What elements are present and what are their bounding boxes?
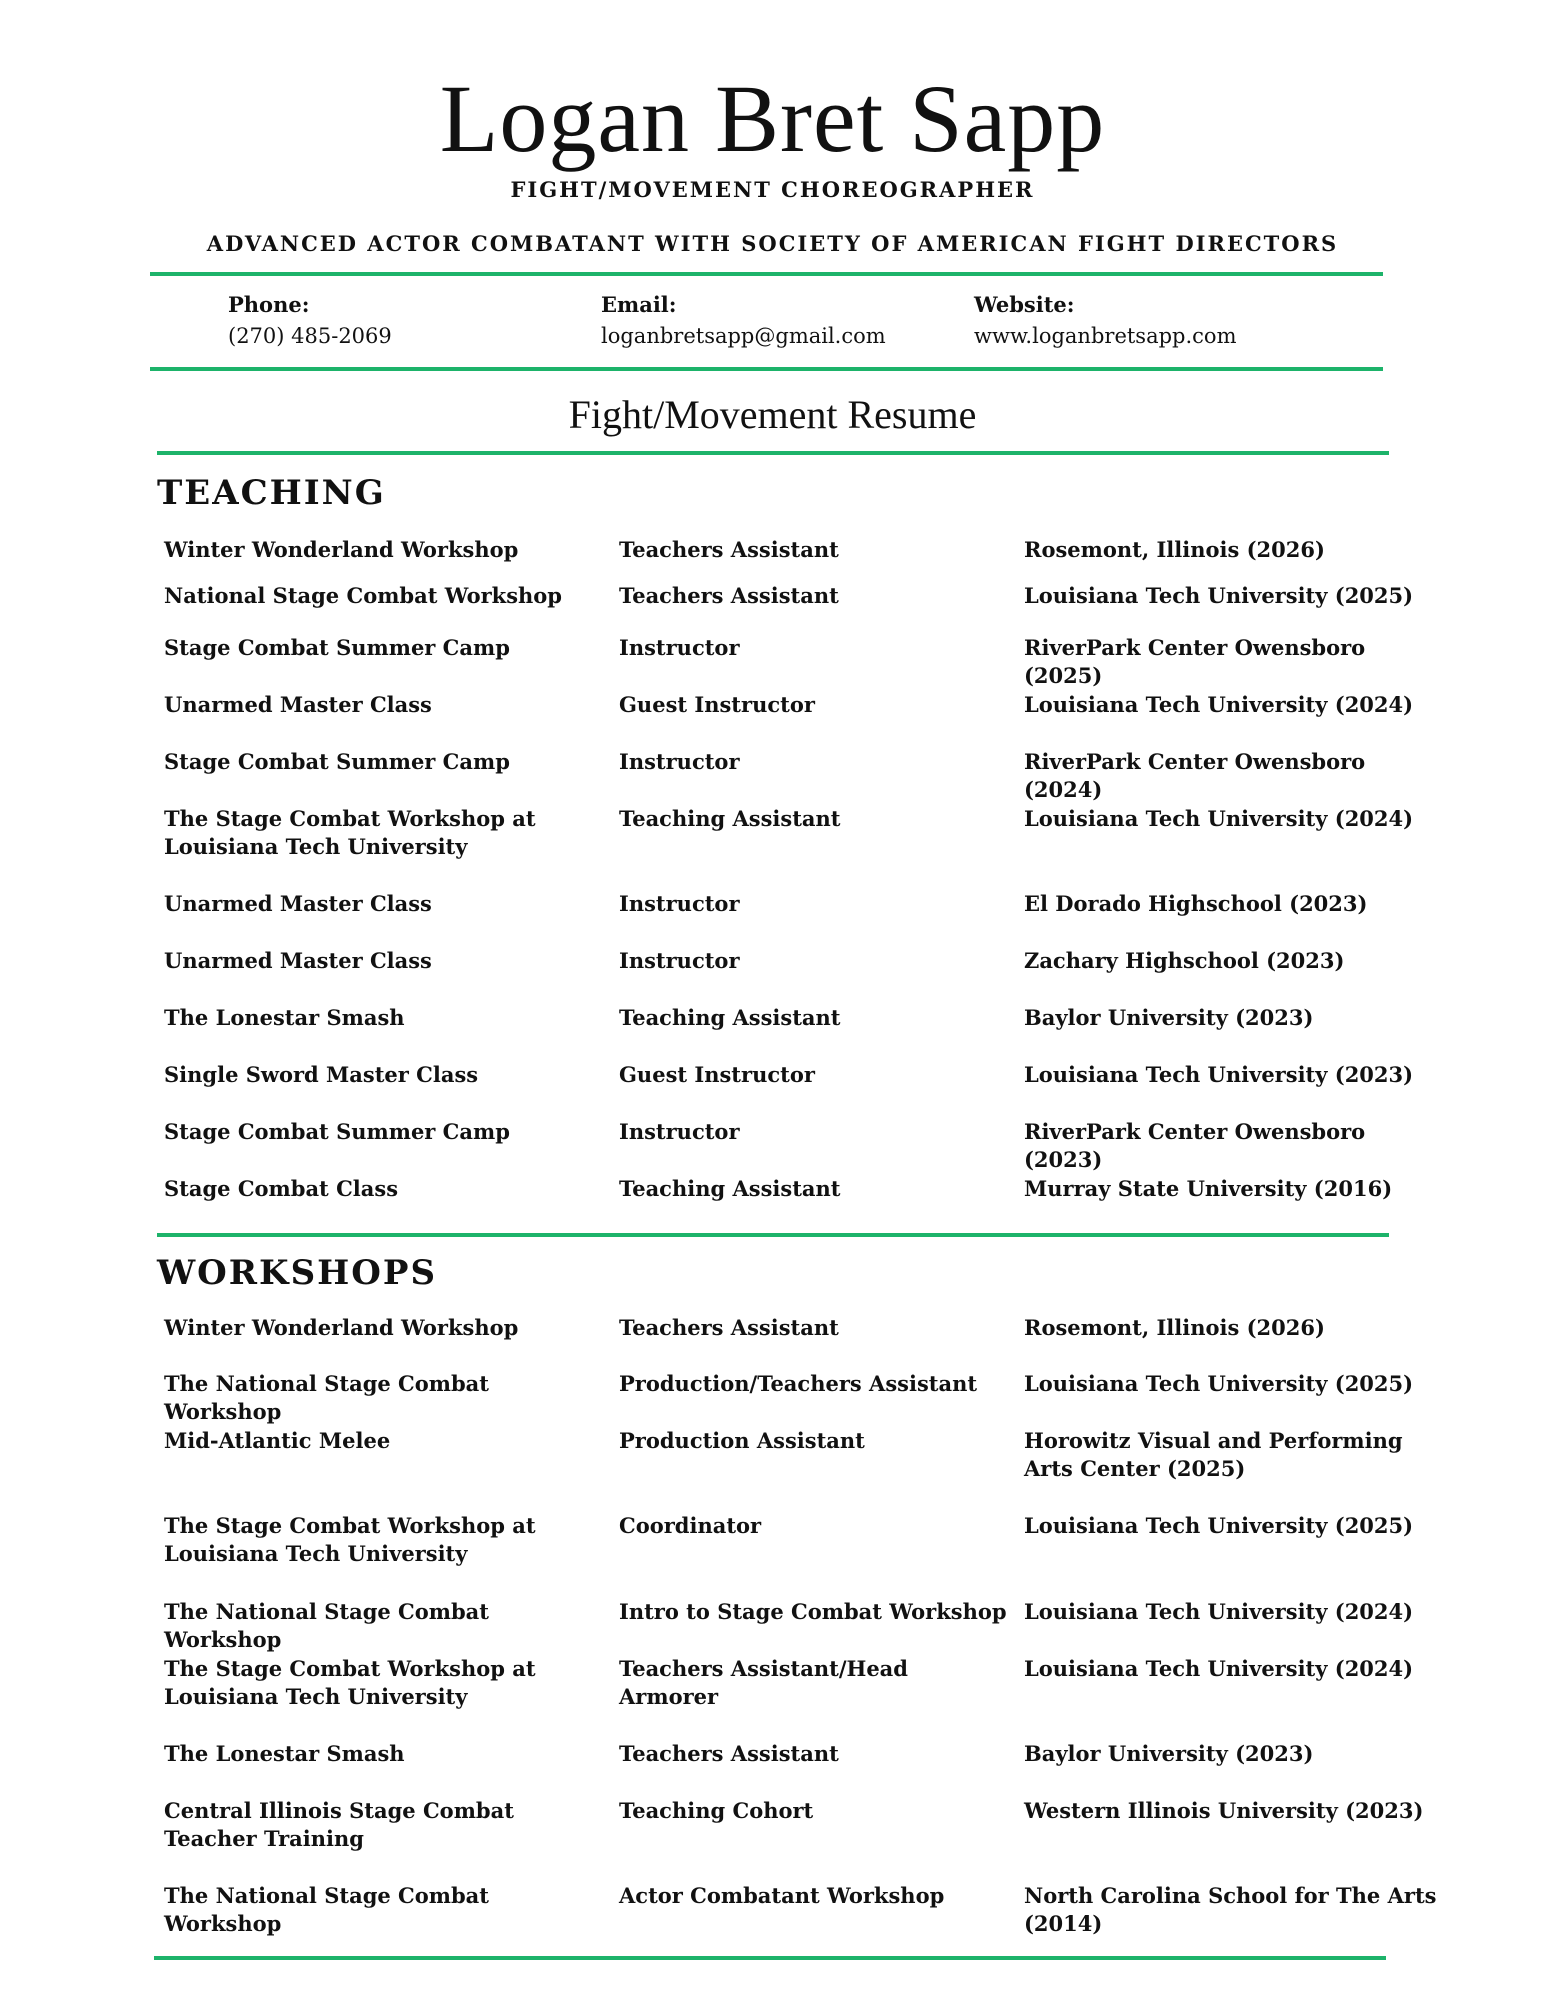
role: Coordinator [619,1513,762,1538]
event-name: Central Illinois Stage Combat Teacher Training [164,1798,514,1851]
section-title-workshops: WORKSHOPS [157,1253,438,1293]
location: Louisiana Tech University (2024) [1024,1599,1414,1624]
role: Production/Teachers Assistant [619,1371,978,1396]
role: Production Assistant [619,1428,865,1453]
event-name: Unarmed Master Class [164,891,432,916]
location: Baylor University (2023) [1024,1005,1314,1030]
role: Teachers Assistant/Head Armorer [619,1656,908,1709]
location: Louisiana Tech University (2023) [1024,1062,1414,1087]
role: Teachers Assistant [619,1741,839,1766]
website-value[interactable]: www.loganbretsapp.com [974,324,1237,348]
location: RiverPark Center Owensboro (2025) [1024,635,1366,688]
role: Teaching Assistant [619,1176,841,1201]
location: Zachary Highschool (2023) [1024,948,1345,973]
role: Guest Instructor [619,692,815,717]
section-title-teaching: TEACHING [157,473,386,513]
event-name: The Stage Combat Workshop at Louisiana Tech University [164,1513,536,1566]
location: El Dorado Highschool (2023) [1024,891,1368,916]
certification-line: ADVANCED ACTOR COMBATANT WITH SOCIETY OF AMERICAN FIGHT DIRECTORS [206,231,1339,256]
role: Teachers Assistant [619,537,839,562]
location: Louisiana Tech University (2024) [1024,1656,1414,1681]
event-name: Unarmed Master Class [164,948,432,973]
event-name: Winter Wonderland Workshop [164,537,519,562]
event-name: The Lonestar Smash [164,1741,405,1766]
location: Western Illinois University (2023) [1024,1798,1424,1823]
location: Murray State University (2016) [1024,1176,1393,1201]
job-title: FIGHT/MOVEMENT CHOREOGRAPHER [510,177,1035,202]
event-name: Mid-Atlantic Melee [164,1428,391,1453]
role: Instructor [619,749,740,774]
location: Louisiana Tech University (2025) [1024,1371,1414,1396]
event-name: Unarmed Master Class [164,692,432,717]
role: Intro to Stage Combat Workshop [619,1599,1007,1624]
event-name: Stage Combat Summer Camp [164,749,510,774]
candidate-name: Logan Bret Sapp [439,65,1106,172]
resume-title: Fight/Movement Resume [568,392,977,437]
role: Teaching Assistant [619,806,841,831]
event-name: National Stage Combat Workshop [164,583,562,608]
role: Instructor [619,1119,740,1144]
phone-label: Phone: [228,292,310,317]
location: North Carolina School for The Arts (2014) [1024,1883,1437,1936]
phone-value: (270) 485-2069 [228,324,392,348]
event-name: Single Sword Master Class [164,1062,479,1087]
role: Teachers Assistant [619,1315,839,1340]
location: RiverPark Center Owensboro (2023) [1024,1119,1366,1172]
role: Teachers Assistant [619,583,839,608]
divider-bottom [154,1956,1386,1960]
location: RiverPark Center Owensboro (2024) [1024,749,1366,802]
event-name: The Stage Combat Workshop at Louisiana Tech University [164,806,536,859]
divider-resume-title [157,451,1389,455]
divider-top [150,272,1383,276]
role: Instructor [619,635,740,660]
location: Louisiana Tech University (2025) [1024,583,1414,608]
divider-teaching [157,1233,1389,1237]
email-label: Email: [601,292,677,317]
event-name: The National Stage Combat Workshop [164,1371,489,1424]
location: Horowitz Visual and Performing Arts Center (2025) [1024,1428,1403,1481]
location: Louisiana Tech University (2025) [1024,1513,1414,1538]
location: Louisiana Tech University (2024) [1024,692,1414,717]
event-name: The Lonestar Smash [164,1005,405,1030]
role: Instructor [619,891,740,916]
location: Baylor University (2023) [1024,1741,1314,1766]
location: Rosemont, Illinois (2026) [1024,1315,1325,1340]
event-name: Stage Combat Class [164,1176,399,1201]
event-name: Winter Wonderland Workshop [164,1315,519,1340]
role: Instructor [619,948,740,973]
location: Rosemont, Illinois (2026) [1024,537,1325,562]
website-label: Website: [974,292,1075,317]
role: Actor Combatant Workshop [619,1883,945,1908]
divider-contact [150,367,1383,371]
role: Teaching Assistant [619,1005,841,1030]
event-name: Stage Combat Summer Camp [164,1119,510,1144]
role: Guest Instructor [619,1062,815,1087]
email-value[interactable]: loganbretsapp@gmail.com [601,324,886,348]
event-name: Stage Combat Summer Camp [164,635,510,660]
event-name: The Stage Combat Workshop at Louisiana Tech University [164,1656,536,1709]
event-name: The National Stage Combat Workshop [164,1883,489,1936]
location: Louisiana Tech University (2024) [1024,806,1414,831]
event-name: The National Stage Combat Workshop [164,1599,489,1652]
role: Teaching Cohort [619,1798,814,1823]
